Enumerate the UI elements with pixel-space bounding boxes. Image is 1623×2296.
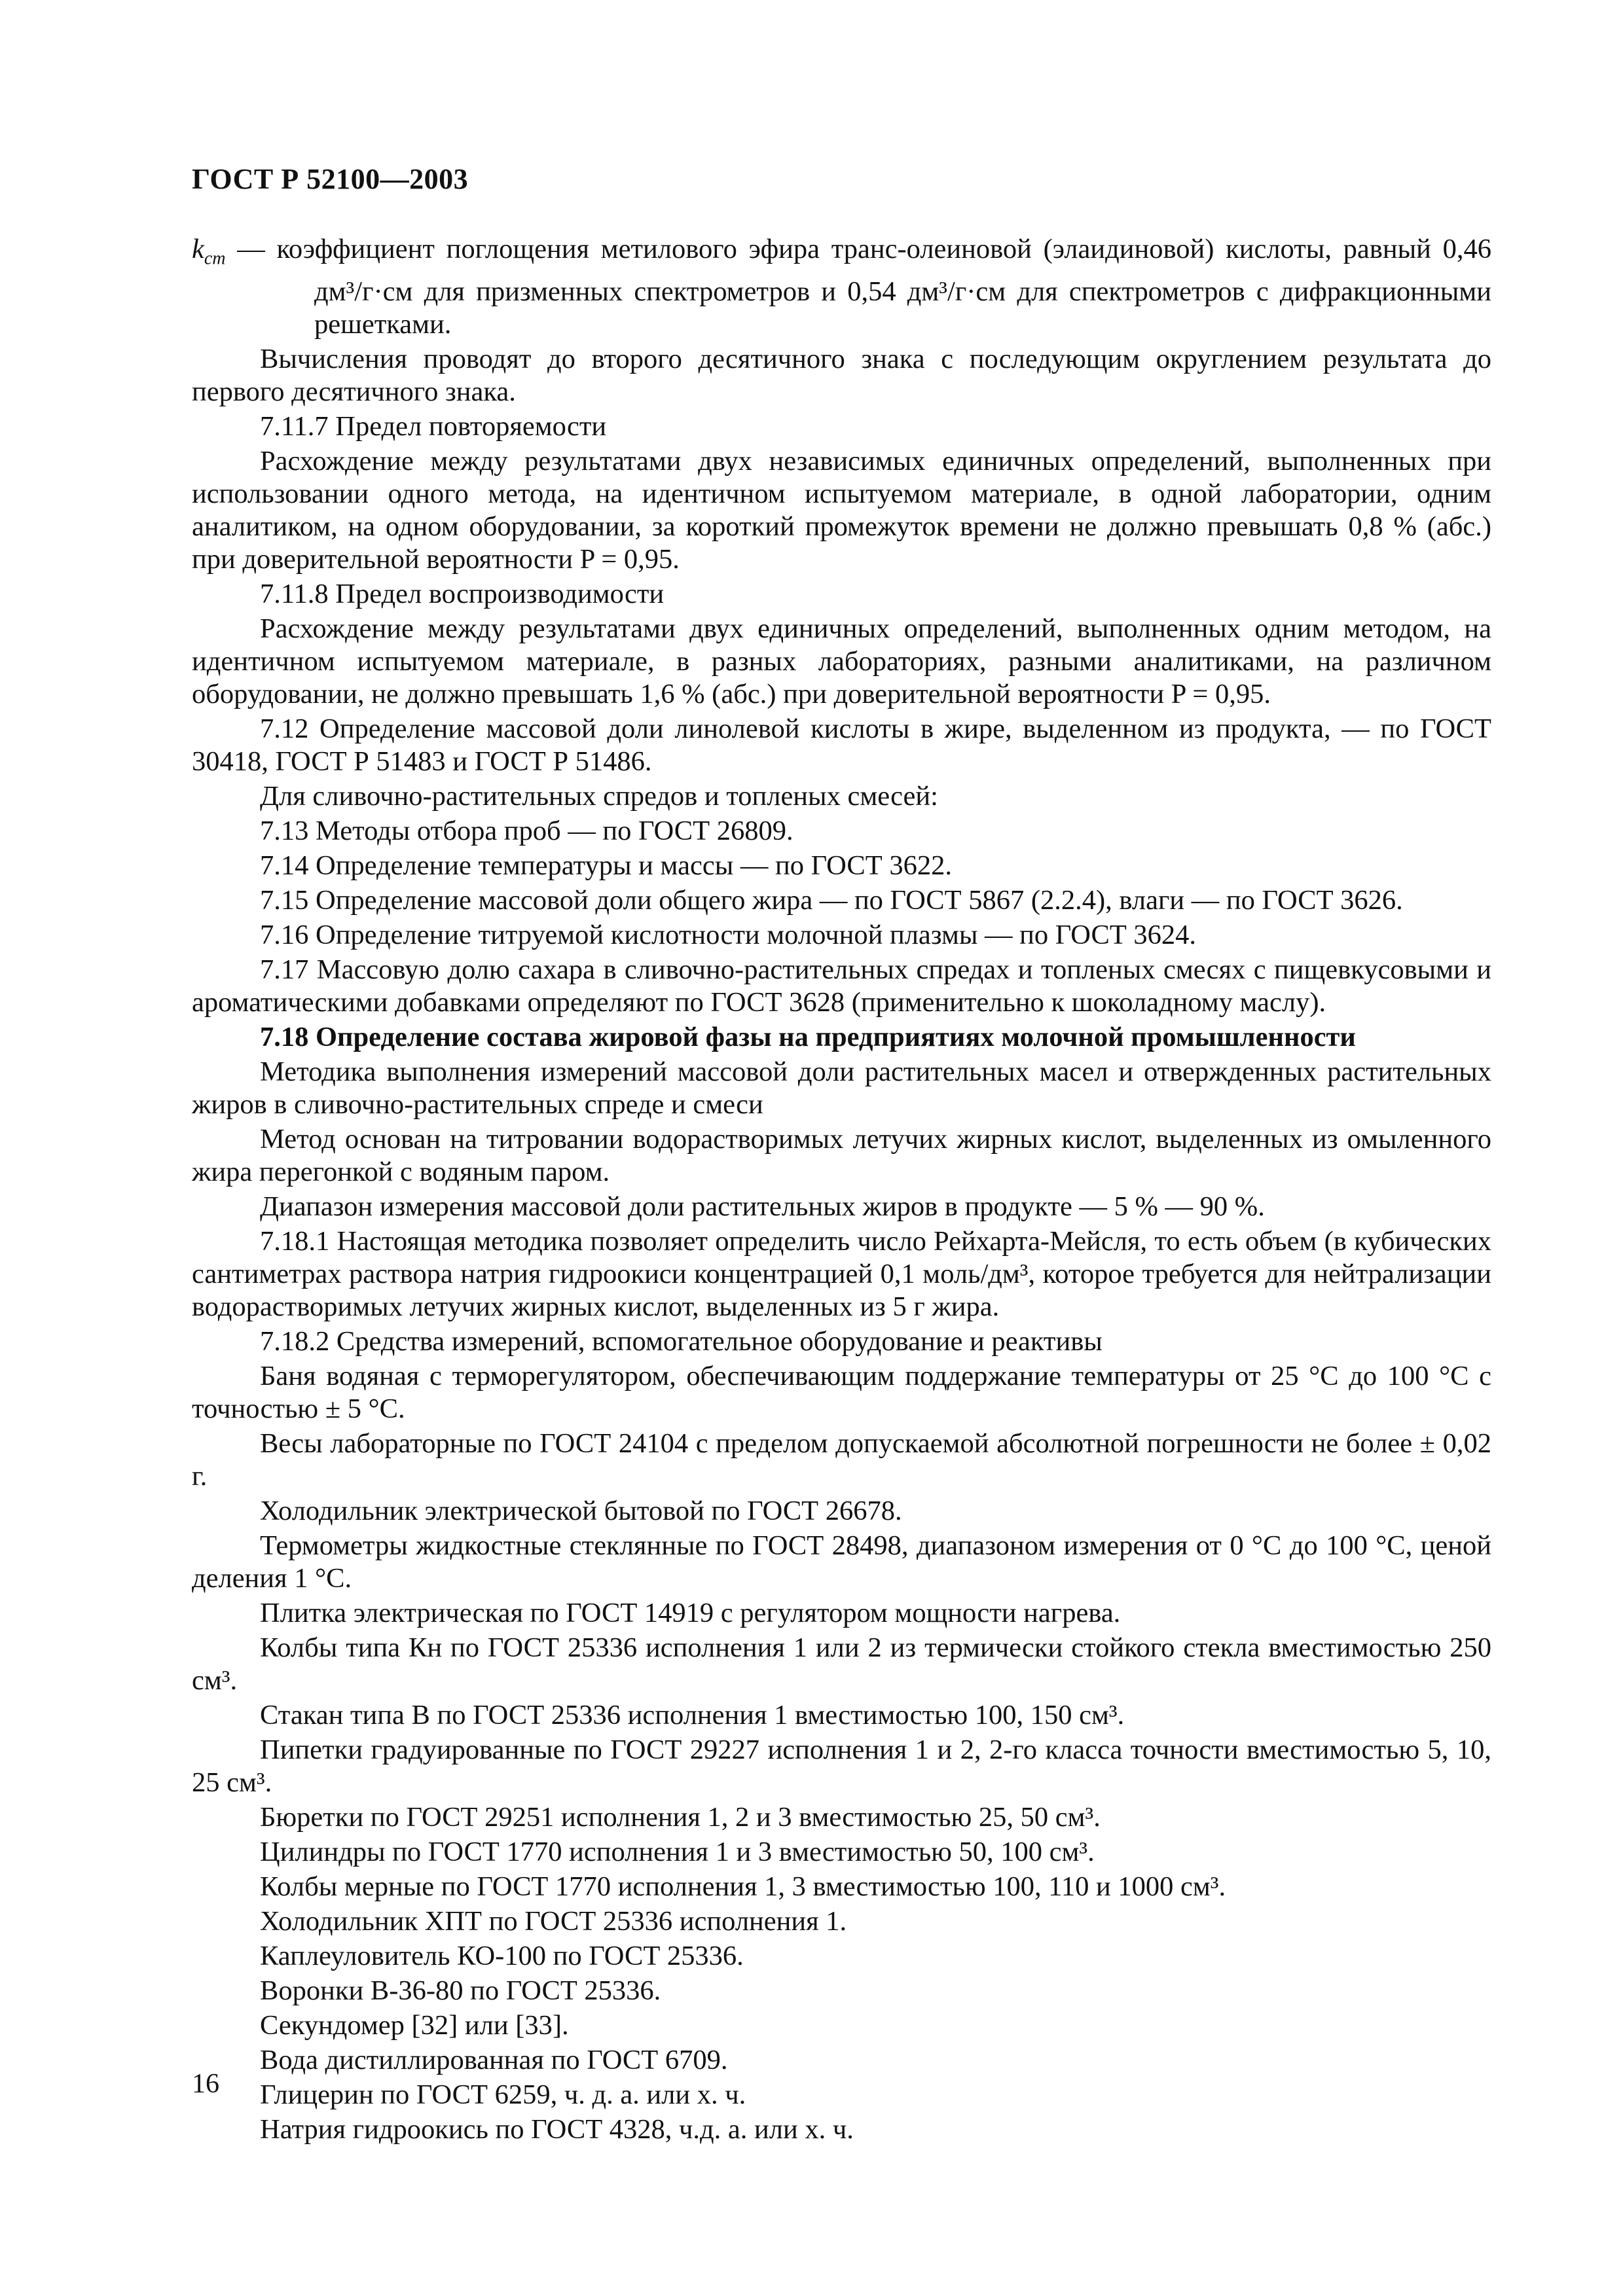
paragraph: Баня водяная с терморегулятором, обеспечивающим поддержание температуры от 25 °С до 100 °С с точностью ± 5 °С. [192,1360,1491,1424]
paragraph: 7.12 Определение массовой доли линолевой кислоты в жире, выделенном из продукта, — по ГОСТ 30418, ГОСТ Р 51483 и ГОСТ Р 51486. [192,713,1491,777]
definition-text: — коэффициент поглощения метилового эфира транс-олеиновой (элаидиновой) кислоты, равный 0,46 дм³/г·см для призменных спектрометров и 0,54 дм³/г·см для спектрометров с дифракционными решетками. [225,234,1491,340]
paragraph: Плитка электрическая по ГОСТ 14919 с регулятором мощности нагрева. [260,1597,1121,1628]
paragraph: Вода дистиллированная по ГОСТ 6709. [260,2044,728,2075]
page-header: ГОСТ Р 52100—2003 [192,163,469,195]
page-number: 16 [192,2069,219,2099]
paragraph: Вычисления проводят до второго десятичного знака с последующим округлением результата до первого десятичного знака. [192,343,1491,407]
paragraph: 7.13 Методы отбора проб — по ГОСТ 26809. [260,815,793,846]
paragraph: Колбы мерные по ГОСТ 1770 исполнения 1, 3 вместимостью 100, 110 и 1000 см³. [260,1871,1226,1902]
paragraph: Каплеуловитель КО-100 по ГОСТ 25336. [260,1940,744,1971]
paragraph: Воронки В-36-80 по ГОСТ 25336. [260,1975,661,2006]
paragraph: 7.16 Определение титруемой кислотности молочной плазмы — по ГОСТ 3624. [260,919,1197,950]
paragraph: Диапазон измерения массовой доли растительных жиров в продукте — 5 % — 90 %. [260,1191,1265,1222]
definition-symbol-letter: k [192,234,204,264]
paragraph: 7.14 Определение температуры и массы — по ГОСТ 3622. [260,850,952,881]
paragraph: 7.11.8 Предел воспроизводимости [260,578,665,609]
definition-paragraph [192,233,1491,341]
paragraph: Цилиндры по ГОСТ 1770 исполнения 1 и 3 вместимостью 50, 100 см³. [260,1836,1095,1867]
paragraph: Бюретки по ГОСТ 29251 исполнения 1, 2 и 3 вместимостью 25, 50 см³. [260,1801,1101,1833]
section-heading: 7.18 Определение состава жировой фазы на предприятиях молочной промышленности [260,1021,1356,1052]
paragraph: 7.15 Определение массовой доли общего жира — по ГОСТ 5867 (2.2.4), влаги — по ГОСТ 3626. [260,884,1403,916]
paragraph: Пипетки градуированные по ГОСТ 29227 исполнения 1 и 2, 2-го класса точности вместимостью 5, 10, 25 см³. [192,1734,1491,1798]
paragraph: Натрия гидроокись по ГОСТ 4328, ч.д. а. или х. ч. [260,2113,854,2145]
paragraph: Для сливочно-растительных спредов и топленых смесей: [260,780,938,812]
paragraph: Методика выполнения измерений массовой доли растительных масел и отвержденных растительных жиров в сливочно-растительных спреде и смеси [192,1056,1491,1120]
paragraph: Расхождение между результатами двух независимых единичных определений, выполненных при использовании одного метода, на идентичном испытуемом материале, в одной лаборатории, одним аналитиком, на одном оборудовании, за короткий промежуток времени не должно превышать 0,8 % (абс.) при доверительной вероятности P = 0,95. [192,445,1491,575]
paragraph: Холодильник ХПТ по ГОСТ 25336 исполнения 1. [260,1905,847,1937]
paragraph: Глицерин по ГОСТ 6259, ч. д. а. или х. ч. [260,2079,746,2110]
paragraph: 7.18.1 Настоящая методика позволяет определить число Рейхарта-Мейсля, то есть объем (в кубических сантиметрах раствора натрия гидроокиси концентрацией 0,1 моль/дм³, которое требуется для нейтрализации водорастворимых летучих жирных кислот, выделенных из 5 г жира. [192,1225,1491,1322]
definition-symbol [192,234,226,269]
paragraph: 7.11.7 Предел повторяемости [260,410,607,442]
paragraph: Холодильник электрической бытовой по ГОСТ 26678. [260,1495,902,1526]
paragraph: Метод основан на титровании водорастворимых летучих жирных кислот, выделенных из омыленного жира перегонкой с водяным паром. [192,1123,1491,1187]
paragraph: Стакан типа В по ГОСТ 25336 исполнения 1 вместимостью 100, 150 см³. [260,1699,1125,1731]
definition-symbol-subscript: cm [204,248,226,269]
paragraph: 7.18.2 Средства измерений, вспомогательное оборудование и реактивы [260,1325,1103,1357]
paragraph: Колбы типа Кн по ГОСТ 25336 исполнения 1 или 2 из термически стойкого стекла вместимостью 250 см³. [192,1632,1491,1696]
paragraph: Расхождение между результатами двух единичных определений, выполненных одним методом, на идентичном испытуемом материале, в разных лабораториях, разными аналитиками, на различном оборудовании, не должно превышать 1,6 % (абс.) при доверительной вероятности P = 0,95. [192,613,1491,709]
paragraph: Термометры жидкостные стеклянные по ГОСТ 28498, диапазоном измерения от 0 °С до 100 °С, ценой деления 1 °С. [192,1530,1491,1594]
page-body [192,233,1491,2148]
paragraph: 7.17 Массовую долю сахара в сливочно-растительных спредах и топленых смесях с пищевкусовыми и ароматическими добавками определяют по ГОСТ 3628 (применительно к шоколадному маслу). [192,954,1491,1018]
paragraph: Секундомер [32] или [33]. [260,2009,569,2041]
paragraph: Весы лабораторные по ГОСТ 24104 с пределом допускаемой абсолютной погрешности не более ± 0,02 г. [192,1427,1491,1492]
